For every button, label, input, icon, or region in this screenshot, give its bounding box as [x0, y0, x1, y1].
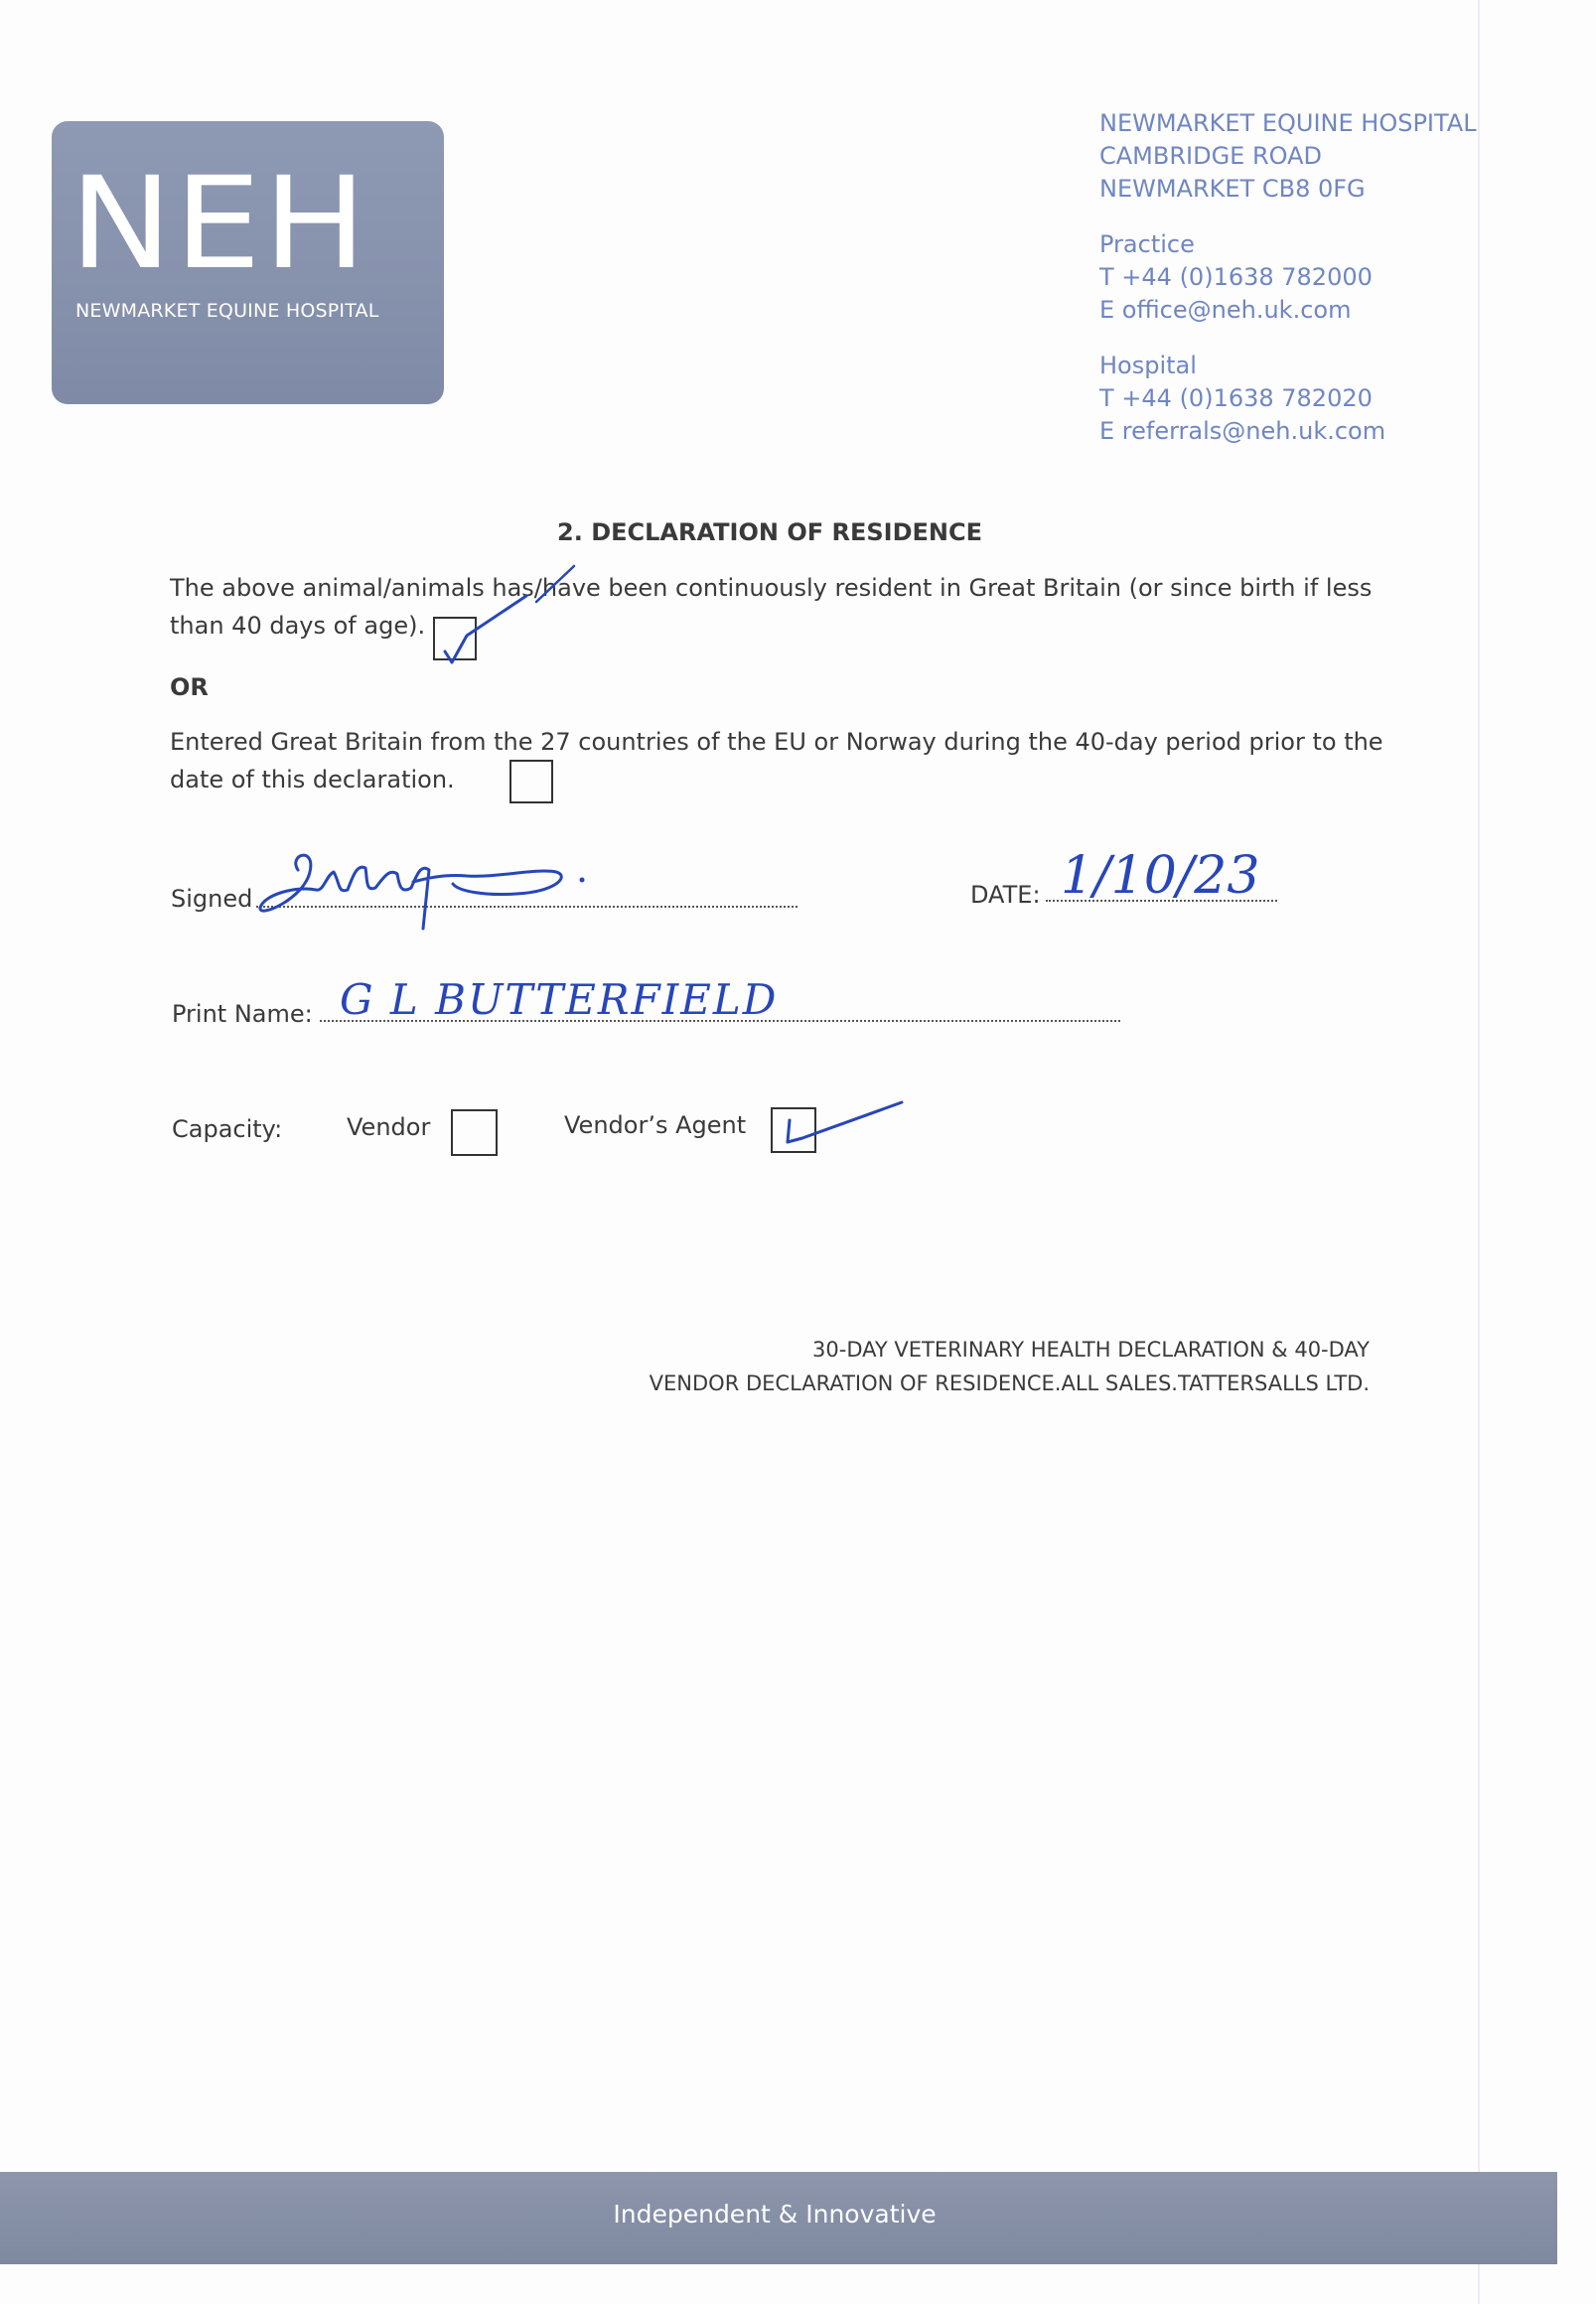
declaration-heading	[0, 518, 1539, 546]
town: NEWMARKET CB8 0FG	[1099, 175, 1366, 203]
capacity-label: Capacity:	[172, 1115, 283, 1143]
option2-text: Entered Great Britain from the 27 countries of the EU or Norway during the 40-day period prior to the date of this declaration.	[170, 728, 1383, 793]
print-name-label: Print Name:	[172, 1000, 313, 1028]
vendor-agent-checkbox[interactable]	[771, 1107, 816, 1153]
signature-line	[256, 906, 798, 908]
date-label: DATE:	[970, 881, 1041, 909]
logo-subtitle: NEWMARKET EQUINE HOSPITAL	[75, 300, 379, 322]
option1-checkbox[interactable]	[433, 617, 477, 660]
or-label: OR	[170, 673, 209, 701]
option2-checkbox[interactable]	[509, 760, 553, 803]
vendor-label: Vendor	[347, 1113, 431, 1141]
hospital-phone: T +44 (0)1638 782020	[1099, 384, 1373, 412]
practice-label: Practice	[1099, 230, 1195, 258]
print-name-value[interactable]: G L BUTTERFIELD	[340, 975, 779, 1024]
scan-edge	[1478, 0, 1480, 2304]
footer-tagline: Independent & Innovative	[613, 2200, 937, 2229]
neh-logo	[52, 121, 444, 404]
heading-text: 2. DECLARATION OF RESIDENCE	[557, 518, 982, 546]
hospital-email: E referrals@neh.uk.com	[1099, 417, 1386, 445]
signed-label: Signed	[171, 885, 253, 913]
vendor-checkbox[interactable]	[451, 1109, 498, 1156]
footnote-line-2: VENDOR DECLARATION OF RESIDENCE.ALL SALES.TATTERSALLS LTD.	[649, 1371, 1370, 1395]
hospital-name: NEWMARKET EQUINE HOSPITAL	[1099, 109, 1477, 137]
practice-email: E office@neh.uk.com	[1099, 296, 1352, 324]
address-block	[1099, 107, 1477, 448]
option1-text: The above animal/animals has/have been continuously resident in Great Britain (or since birth if less than 40 days of age).	[170, 574, 1373, 640]
signature-dot	[580, 878, 585, 883]
vendor-agent-label: Vendor’s Agent	[564, 1111, 747, 1139]
street: CAMBRIDGE ROAD	[1099, 142, 1323, 170]
signature-scribble	[260, 855, 561, 929]
footnote-line-1: 30-DAY VETERINARY HEALTH DECLARATION & 40-DAY	[812, 1338, 1370, 1362]
form-footnote	[650, 1333, 1370, 1400]
practice-phone: T +44 (0)1638 782000	[1099, 263, 1373, 291]
date-value[interactable]: 1/10/23	[1061, 846, 1260, 906]
hospital-label: Hospital	[1099, 352, 1197, 379]
logo-mark: NEH	[70, 150, 369, 298]
footer-bar	[0, 2172, 1557, 2264]
